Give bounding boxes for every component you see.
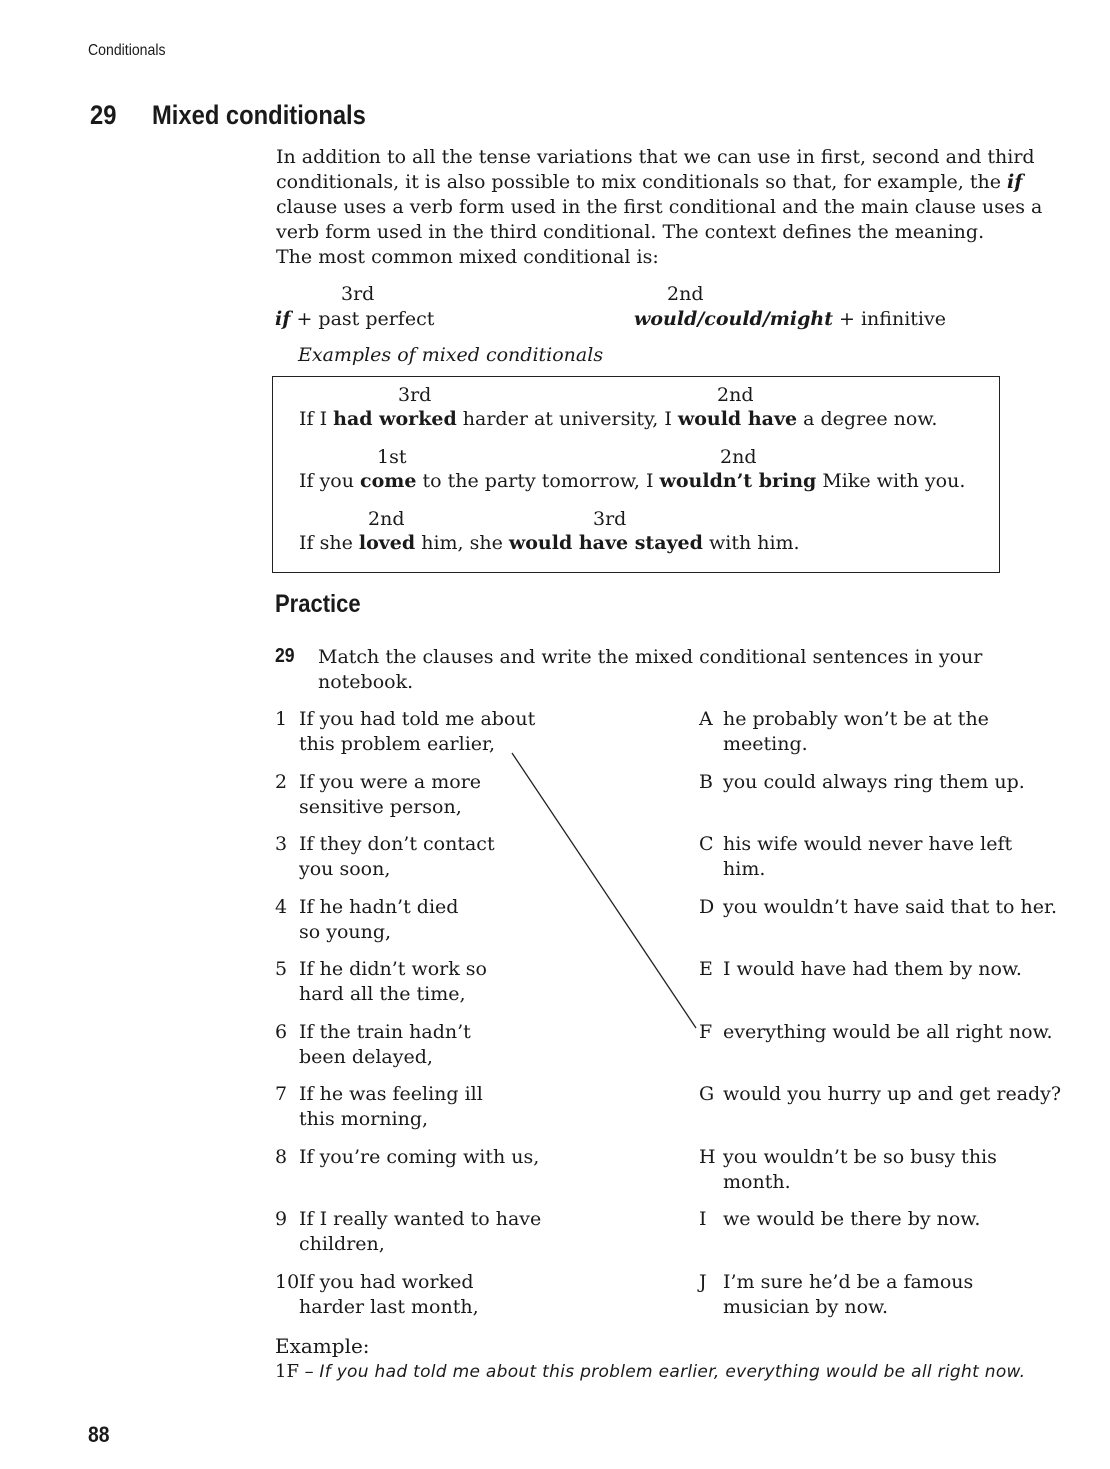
example-row-2-label-a: 1st <box>377 446 407 468</box>
example-row-2: If you come to the party tomorrow, I wouldn’t bring Mike with you. <box>299 470 966 492</box>
right-clause-c: C his wife would never have left him. <box>699 833 1013 880</box>
right-clause-g: G would you hurry up and get ready? <box>699 1083 1062 1105</box>
left-clause-1: 1 If you had told me about this problem earlier, <box>275 708 536 755</box>
example-row-3-label-a: 2nd <box>368 508 405 530</box>
if-keyword: if <box>1007 171 1023 193</box>
unit-title: Mixed conditionals <box>152 100 366 130</box>
left-clause-7: 7 If he was feeling ill this morning, <box>275 1083 483 1130</box>
right-clause-i: I we would be there by now. <box>699 1208 981 1230</box>
intro-text: In addition to all the tense variations that we can use in first, second and third conditionals, it is also possible to mix conditionals so that, for example, the if clause uses a verb form used in the first conditional and the main clause uses a verb form used in the third conditional. The context defines the meaning. <box>276 146 1043 243</box>
practice-title: Practice <box>275 590 361 618</box>
exercise-instruction: Match the clauses and write the mixed conditional sentences in your notebook. <box>318 646 983 693</box>
example-row-1: If I had worked harder at university, I would have a degree now. <box>299 408 938 430</box>
running-head: Conditionals <box>88 42 166 59</box>
left-clause-10: 10 If you had worked harder last month, <box>275 1271 479 1318</box>
right-clause-d: D you wouldn’t have said that to her. <box>699 896 1058 918</box>
right-clause-e: E I would have had them by now. <box>699 958 1022 980</box>
right-clause-b: B you could always ring them up. <box>699 771 1025 793</box>
left-clause-6: 6 If the train hadn’t been delayed, <box>275 1021 471 1068</box>
right-clause-f: F everything would be all right now. <box>699 1021 1053 1043</box>
example-row-3-label-b: 3rd <box>593 508 627 530</box>
left-clause-8: 8 If you’re coming with us, <box>275 1146 540 1168</box>
example-row-1-label-a: 3rd <box>398 384 432 406</box>
example-label: Example: <box>275 1334 370 1358</box>
left-clause-4: 4 If he hadn’t died so young, <box>275 896 459 943</box>
exercise-number: 29 <box>275 645 295 667</box>
left-clause-3: 3 If they don’t contact you soon, <box>275 833 495 880</box>
right-clause-a: A he probably won’t be at the meeting. <box>699 708 989 755</box>
formula-if-clause: if + past perfect <box>275 308 435 330</box>
left-clause-5: 5 If he didn’t work so hard all the time, <box>275 958 487 1005</box>
page-number: 88 <box>88 1422 110 1447</box>
left-clause-9: 9 If I really wanted to have children, <box>275 1208 542 1255</box>
unit-number: 29 <box>90 100 117 130</box>
intro-lead: The most common mixed conditional is: <box>276 246 659 268</box>
example-row-1-label-b: 2nd <box>717 384 754 406</box>
formula-main-clause: would/could/might + infinitive <box>634 308 946 330</box>
example-answer: 1F – If you had told me about this problem earlier, everything would be all right now. <box>275 1361 1026 1382</box>
right-clause-h: H you wouldn’t be so busy this month. <box>699 1146 997 1193</box>
examples-caption: Examples of mixed conditionals <box>298 344 604 366</box>
left-clause-2: 2 If you were a more sensitive person, <box>275 771 482 818</box>
example-row-2-label-b: 2nd <box>720 446 757 468</box>
formula-label-left: 3rd <box>341 283 375 305</box>
formula-label-right: 2nd <box>667 283 704 305</box>
example-row-3: If she loved him, she would have stayed with him. <box>299 532 800 554</box>
right-clause-j: J I’m sure he’d be a famous musician by now. <box>699 1271 974 1318</box>
